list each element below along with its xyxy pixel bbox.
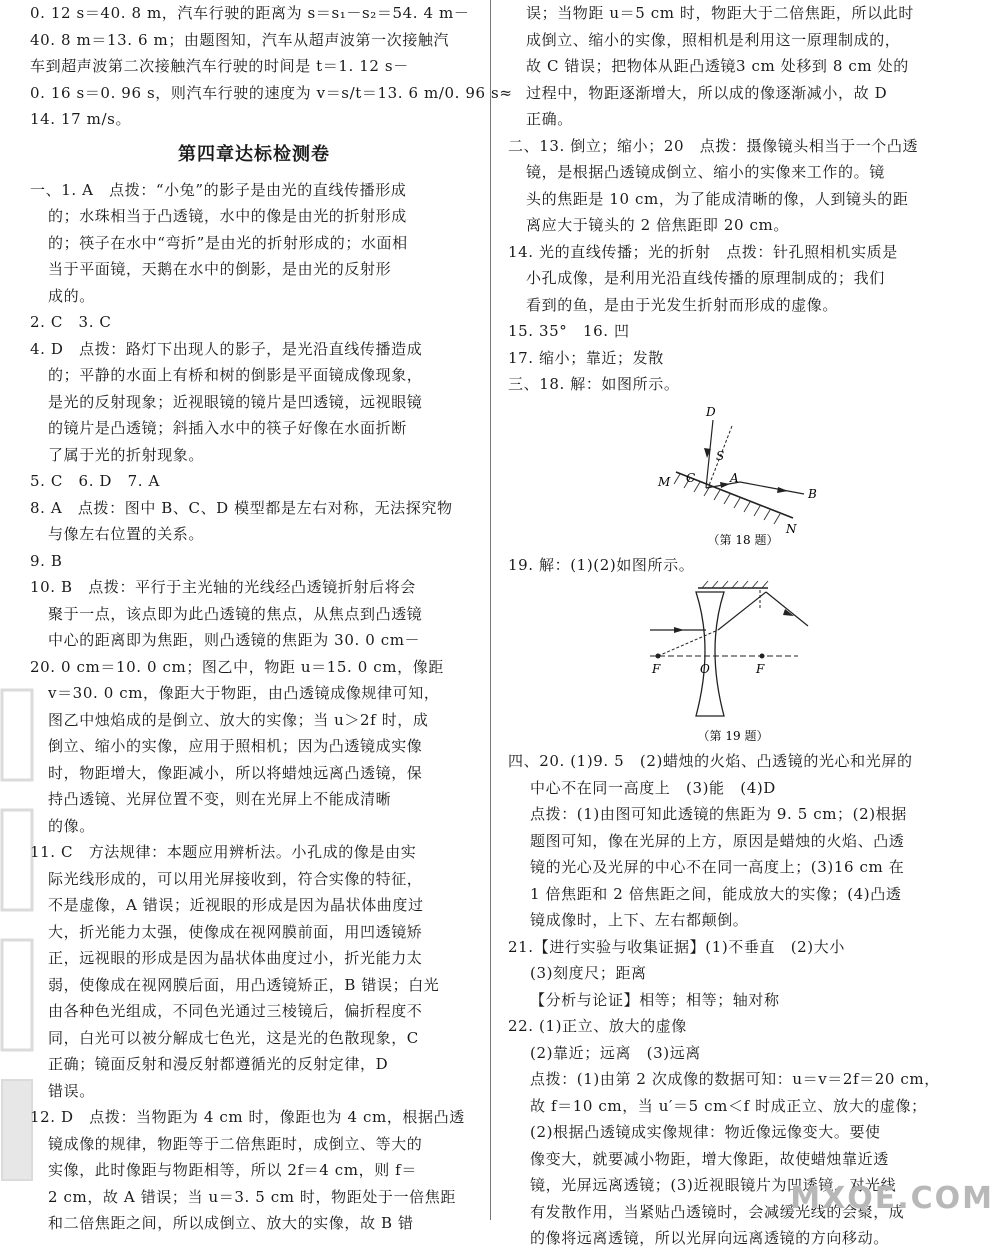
ray-ab bbox=[740, 482, 804, 494]
text-line: 14. 17 m/s。 bbox=[30, 110, 132, 128]
text-line: 错误。 bbox=[48, 1081, 95, 1100]
text-line: 当于平面镜，天鹅在水中的倒影，是由光的反射形 bbox=[48, 260, 392, 278]
label-o: O bbox=[700, 662, 710, 676]
text-line: 实像，此时像距与物距相等，所以 2f＝4 cm，则 f＝ bbox=[48, 1161, 417, 1179]
text-line: 有发散作用，当紧贴凸透镜时，会减缓光线的会聚，成 bbox=[530, 1202, 905, 1221]
figure-18 bbox=[508, 398, 978, 548]
text-line: 与像左右位置的关系。 bbox=[48, 525, 205, 543]
text-line: (3)刻度尺；距离 bbox=[530, 964, 647, 982]
text-line: 大，折光能力太强，使像成在视网膜前面，用凹透镜矫 bbox=[48, 922, 423, 941]
text-line: 故 C 错误；把物体从距凸透镜3 cm 处移到 8 cm 处的 bbox=[526, 57, 909, 75]
text-line: 看到的鱼，是由于光发生折射而形成的虚像。 bbox=[526, 295, 839, 314]
text-line: 不是虚像，A 错误；近视眼的形成是因为晶状体曲度过 bbox=[48, 896, 424, 914]
text-line: 镜，是根据凸透镜成倒立、缩小的实像来工作的。镜 bbox=[526, 163, 885, 181]
label-n: N bbox=[786, 521, 797, 536]
text-line: 镜成像的规律，物距等于二倍焦距时，成倒立、等大的 bbox=[48, 1134, 423, 1153]
text-line: 同，白光可以被分解成七色光，这是光的色散现象，C bbox=[48, 1028, 419, 1047]
text-line: 19. 解：(1)(2)如图所示。 bbox=[508, 555, 695, 574]
label-d: D bbox=[706, 404, 716, 419]
text-line: 正确。 bbox=[526, 110, 573, 128]
text-line: 误；当物距 u＝5 cm 时，物距大于二倍焦距，所以此时 bbox=[526, 4, 914, 22]
text-line: 1 倍焦距和 2 倍焦距之间，能成放大的实像；(4)凸透 bbox=[530, 884, 902, 903]
text-line: 5. C 6. D 7. A bbox=[30, 472, 160, 490]
text-line: 的；筷子在水中“弯折”是由光的折射形成的；水面相 bbox=[48, 233, 408, 252]
text-line: 持凸透镜、光屏位置不变，则在光屏上不能成清晰 bbox=[48, 790, 392, 808]
right-column bbox=[508, 0, 978, 1252]
text-line: 镜成像时，上下、左右都颠倒。 bbox=[530, 911, 749, 929]
column-divider bbox=[490, 0, 491, 1220]
text-line: 20. 0 cm＝10. 0 cm；图乙中，物距 u＝15. 0 cm，像距 bbox=[30, 657, 444, 676]
text-line: 的像。 bbox=[48, 816, 95, 835]
text-line: 的像将远离透镜，所以光屏向远离透镜的方向移动。 bbox=[530, 1229, 889, 1247]
text-line: 故 f＝10 cm，当 u′＝5 cm＜f 时成正立、放大的虚像； bbox=[530, 1096, 927, 1115]
text-line: 2. C 3. C bbox=[30, 313, 112, 331]
label-b: B bbox=[808, 486, 817, 501]
text-line: 的；水珠相当于凸透镜，水中的像是由光的折射形成 bbox=[48, 207, 407, 225]
text-line: 题图可知，像在光屏的上方，原因是蜡烛的火焰、凸透 bbox=[530, 831, 905, 850]
label-m: M bbox=[658, 474, 671, 489]
text-line: 小孔成像，是利用光沿直线传播的原理制成的；我们 bbox=[526, 269, 885, 287]
text-line: 弱，使像成在视网膜后面，用凸透镜矫正，B 错误；白光 bbox=[48, 975, 440, 994]
mirror-hatching bbox=[702, 581, 768, 588]
focus-point bbox=[656, 654, 661, 659]
text-line: 中心不在同一高度上 (3)能 (4)D bbox=[530, 778, 776, 797]
text-line: 15. 35° 16. 凹 bbox=[508, 322, 630, 340]
text-line: 过程中，物距逐渐增大，所以成的像逐渐减小，故 D bbox=[526, 83, 888, 102]
text-line: 的镜片是凸透镜；斜插入水中的筷子好像在水面折断 bbox=[48, 419, 407, 437]
caption-19: （第 19 题） bbox=[697, 729, 769, 743]
text-line: (2)靠近；远离 (3)远离 bbox=[530, 1043, 701, 1062]
text-line: 离应大于镜头的 2 倍焦距即 20 cm。 bbox=[526, 216, 789, 234]
figure-19 bbox=[508, 578, 978, 748]
label-f-right: F bbox=[756, 662, 765, 676]
text-line: 了属于光的折射现象。 bbox=[48, 445, 205, 464]
text-line: 镜，光屏远离透镜；(3)近视眼镜片为凹透镜，对光线 bbox=[530, 1176, 897, 1194]
text-line: 由各种色光组成，不同色光通过三棱镜后，偏折程度不 bbox=[48, 1002, 423, 1020]
text-line: 成倒立、缩小的实像，照相机是利用这一原理制成的， bbox=[526, 30, 901, 49]
text-line: 时，物距增大，像距减小，所以将蜡烛远离凸透镜，保 bbox=[48, 763, 423, 782]
text-line: 车到超声波第二次接触汽车行驶的时间是 t＝1. 12 s－ bbox=[30, 57, 409, 75]
text-line: 【分析与论证】相等；相等；轴对称 bbox=[530, 990, 780, 1009]
left-column bbox=[30, 0, 513, 1237]
text-line: v＝30. 0 cm，像距大于物距，由凸透镜成像规律可知， bbox=[48, 684, 440, 702]
concave-lens bbox=[696, 592, 724, 716]
label-f-left: F bbox=[652, 662, 661, 676]
watermark-stamp bbox=[0, 680, 36, 1200]
text-line: 的；平静的水面上有桥和树的倒影是平面镜成像现象， bbox=[48, 366, 423, 384]
ray-arrow bbox=[720, 482, 730, 488]
text-line: 21.【进行实验与收集证据】(1)不垂直 (2)大小 bbox=[508, 937, 845, 956]
text-line: 聚于一点，该点即为此凸透镜的焦点，从焦点到凸透镜 bbox=[48, 604, 423, 623]
text-line: (2)根据凸透镜成实像规律：物近像远像变大。要使 bbox=[530, 1123, 881, 1141]
label-c: C bbox=[686, 470, 696, 485]
text-line: 22. (1)正立、放大的虚像 bbox=[508, 1017, 687, 1035]
ray-extension bbox=[658, 630, 718, 656]
ray-arrow bbox=[674, 627, 684, 633]
text-line: 中心的距离即为焦距，则凸透镜的焦距为 30. 0 cm－ bbox=[48, 631, 421, 649]
text-line: 9. B bbox=[30, 551, 63, 570]
text-line: 正，远视眼的形成是因为晶状体曲度过小，折光能力太 bbox=[48, 949, 423, 967]
text-line: 和二倍焦距之间，所以成倒立、放大的实像，故 B 错 bbox=[48, 1214, 414, 1232]
text-line: 三、18. 解：如图所示。 bbox=[508, 375, 680, 393]
text-line: 2 cm，故 A 错误；当 u＝3. 5 cm 时，物距处于一倍焦距 bbox=[48, 1187, 456, 1206]
text-line: 二、13. 倒立；缩小；20 点拨：摄像镜头相当于一个凸透 bbox=[508, 136, 919, 155]
caption-18: （第 18 题） bbox=[707, 532, 779, 547]
text-line: 成的。 bbox=[48, 286, 95, 305]
text-line: 0. 12 s＝40. 8 m，汽车行驶的距离为 s＝s₁－s₂＝54. 4 m－ bbox=[30, 4, 470, 22]
text-line: 正确；镜面反射和漫反射都遵循光的反射定律，D bbox=[48, 1055, 389, 1073]
label-s: S bbox=[716, 448, 725, 463]
text-line: 12. D 点拨：当物距为 4 cm 时，像距也为 4 cm，根据凸透 bbox=[30, 1108, 465, 1126]
text-line: 四、20. (1)9. 5 (2)蜡烛的火焰、凸透镜的光心和光屏的 bbox=[508, 752, 913, 770]
text-line: 4. D 点拨：路灯下出现人的影子，是光沿直线传播造成 bbox=[30, 339, 423, 358]
text-line: 图乙中烛焰成的是倒立、放大的实像；当 u＞2f 时，成 bbox=[48, 710, 429, 729]
ray-arrow bbox=[777, 487, 788, 493]
ray-reflected bbox=[766, 592, 808, 626]
text-line: 0. 16 s＝0. 96 s，则汽车行驶的速度为 v＝s/t＝13. 6 m/0. 96 s≈ bbox=[30, 83, 513, 102]
text-line: 一、1. A 点拨：“小兔”的影子是由光的直线传播形成 bbox=[30, 180, 407, 199]
text-line: 点拨：(1)由图可知此透镜的焦距为 9. 5 cm；(2)根据 bbox=[530, 805, 907, 823]
chapter-title: 第四章达标检测卷 bbox=[178, 143, 330, 165]
text-line: 11. C 方法规律：本题应用辨析法。小孔成的像是由实 bbox=[30, 843, 417, 861]
text-line: 是光的反射现象；近视眼镜的镜片是凹透镜，远视眼镜 bbox=[48, 392, 423, 411]
text-line: 点拨：(1)由第 2 次成像的数据可知：u＝v＝2f＝20 cm， bbox=[530, 1070, 940, 1088]
text-line: 像变大，就要减小物距，增大像距，故使蜡烛靠近透 bbox=[530, 1149, 889, 1168]
text-line: 头的焦距是 10 cm，为了能成清晰的像，人到镜头的距 bbox=[526, 189, 909, 208]
watermark-logo: MXQE.COM bbox=[790, 1181, 994, 1216]
text-line: 14. 光的直线传播；光的折射 点拨：针孔照相机实质是 bbox=[508, 242, 898, 261]
ray-refracted bbox=[718, 592, 766, 630]
text-line: 10. B 点拨：平行于主光轴的光线经凸透镜折射后将会 bbox=[30, 578, 416, 596]
text-line: 8. A 点拨：图中 B、C、D 模型都是左右对称，无法探究物 bbox=[30, 498, 453, 517]
text-line: 40. 8 m＝13. 6 m；由题图知，汽车从超声波第一次接触汽 bbox=[30, 30, 450, 49]
text-line: 17. 缩小；靠近；发散 bbox=[508, 348, 664, 367]
text-line: 际光线形成的，可以用光屏接收到，符合实像的特征， bbox=[48, 869, 423, 888]
focus-point bbox=[760, 654, 765, 659]
text-line: 倒立、缩小的实像，应用于照相机；因为凸透镜成实像 bbox=[48, 737, 423, 755]
text-line: 镜的光心及光屏的中心不在同一高度上；(3)16 cm 在 bbox=[530, 858, 905, 876]
label-a: A bbox=[730, 470, 739, 485]
